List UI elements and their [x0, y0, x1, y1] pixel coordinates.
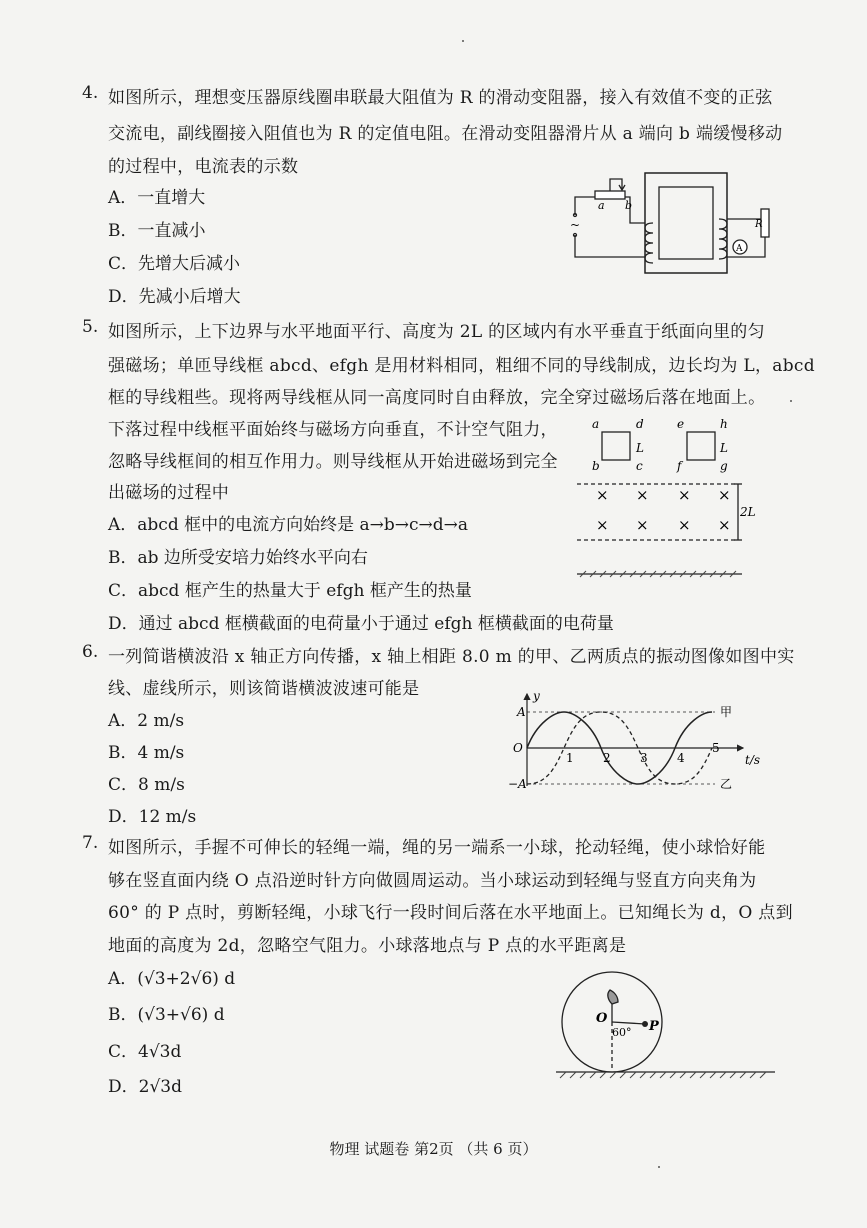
- q4-option-a: A．一直增大: [108, 188, 206, 208]
- field-cross: ×: [636, 486, 649, 504]
- q5-number: 5.: [82, 317, 99, 337]
- transformer-circuit-figure: [565, 165, 785, 285]
- series-label-jia: 甲: [720, 705, 733, 719]
- q7-option-d: D．2√3d: [108, 1077, 182, 1097]
- circular-motion-figure: [550, 962, 780, 1087]
- label-L-2: L: [720, 441, 728, 455]
- ac-source-symbol: ~: [570, 218, 581, 232]
- q4-fig-label-b: b: [625, 199, 633, 212]
- label-c: c: [636, 459, 643, 473]
- ammeter-symbol: A: [736, 244, 743, 254]
- series-label-yi: 乙: [720, 777, 733, 791]
- q7-number: 7.: [82, 833, 99, 853]
- field-cross: ×: [596, 516, 609, 534]
- label-e: e: [677, 417, 685, 431]
- t-tick-5: 5: [712, 741, 720, 755]
- t-axis-label: t/s: [745, 753, 761, 767]
- q4-fig-label-a: a: [598, 199, 605, 212]
- label-h: h: [720, 417, 728, 431]
- scan-speck: [462, 40, 464, 42]
- q5-line-5: 忽略导线框间的相互作用力。则导线框从开始进磁场到完全: [108, 452, 558, 472]
- q5-option-d: D．通过 abcd 框横截面的电荷量小于通过 efgh 框横截面的电荷量: [108, 614, 614, 634]
- y-axis-label: y: [533, 689, 540, 703]
- q4-option-c: C．先增大后减小: [108, 254, 241, 274]
- field-cross: ×: [718, 486, 731, 504]
- y-label-negA: −A: [508, 777, 527, 791]
- q5-line-3: 框的导线粗些。现将两导线框从同一高度同时自由释放，完全穿过磁场后落在地面上。: [108, 388, 766, 408]
- q6-option-a: A．2 m/s: [108, 711, 185, 731]
- q5-option-c: C．abcd 框产生的热量大于 efgh 框产生的热量: [108, 581, 472, 601]
- q7-option-b: B．(√3+√6) d: [108, 1005, 225, 1025]
- label-g: g: [720, 459, 728, 473]
- scan-speck: [790, 400, 792, 402]
- q4-line-3: 的过程中，电流表的示数: [108, 157, 299, 177]
- field-cross: ×: [678, 486, 691, 504]
- label-b: b: [592, 459, 600, 473]
- field-cross: ×: [718, 516, 731, 534]
- q6-option-b: B．4 m/s: [108, 743, 185, 763]
- point-label-P: P: [649, 1019, 659, 1034]
- q5-line-1: 如图所示，上下边界与水平地面平行、高度为 2L 的区域内有水平垂直于纸面向里的匀: [108, 322, 765, 342]
- q5-option-a: A．abcd 框中的电流方向始终是 a→b→c→d→a: [108, 515, 469, 535]
- q5-line-6: 出磁场的过程中: [108, 483, 230, 503]
- q4-option-d: D．先减小后增大: [108, 287, 241, 307]
- q6-option-d: D．12 m/s: [108, 807, 197, 827]
- field-cross: ×: [636, 516, 649, 534]
- t-tick-1: 1: [566, 751, 574, 765]
- magnetic-field-figure: [572, 412, 772, 582]
- label-d: d: [636, 417, 644, 431]
- q6-option-c: C．8 m/s: [108, 775, 185, 795]
- q4-option-b: B．一直减小: [108, 221, 206, 241]
- t-tick-3: 3: [640, 751, 648, 765]
- q4-line-1: 如图所示，理想变压器原线圈串联最大阻值为 R 的滑动变阻器，接入有效值不变的正弦: [108, 88, 773, 108]
- q6-line-2: 线、虚线所示，则该简谐横波波速可能是: [108, 679, 420, 699]
- page-footer: 物理 试题卷 第2页 （共 6 页）: [329, 1140, 538, 1158]
- q7-option-a: A．(√3+2√6) d: [108, 969, 236, 989]
- angle-label: 60°: [612, 1026, 632, 1039]
- label-2L: 2L: [740, 505, 756, 519]
- q4-line-2: 交流电，副线圈接入阻值也为 R 的定值电阻。在滑动变阻器滑片从 a 端向 b 端缓慢移动: [108, 124, 783, 144]
- q7-line-4: 地面的高度为 2d，忽略空气阻力。小球落地点与 P 点的水平距离是: [108, 936, 627, 956]
- y-label-A: A: [517, 705, 526, 719]
- q4-fig-label-r: R: [755, 219, 763, 230]
- vibration-graph: [505, 688, 775, 798]
- q5-line-4: 下落过程中线框平面始终与磁场方向垂直，不计空气阻力，: [108, 420, 558, 440]
- q7-option-c: C．4√3d: [108, 1042, 182, 1062]
- q7-line-3: 60° 的 P 点时，剪断轻绳，小球飞行一段时间后落在水平地面上。已知绳长为 d，O 点到: [108, 903, 793, 923]
- label-f: f: [677, 459, 682, 473]
- q6-line-1: 一列简谐横波沿 x 轴正方向传播，x 轴上相距 8.0 m 的甲、乙两质点的振动图像如图中实: [108, 647, 795, 667]
- scan-speck: [658, 1166, 660, 1168]
- label-a: a: [592, 417, 600, 431]
- q4-number: 4.: [82, 83, 99, 103]
- q7-line-2: 够在竖直面内绕 O 点沿逆时针方向做圆周运动。当小球运动到轻绳与竖直方向夹角为: [108, 871, 757, 891]
- t-tick-2: 2: [603, 751, 611, 765]
- field-cross: ×: [596, 486, 609, 504]
- origin-label: O: [513, 741, 523, 755]
- q5-option-b: B．ab 边所受安培力始终水平向右: [108, 548, 368, 568]
- t-tick-4: 4: [677, 751, 685, 765]
- center-label-O: O: [596, 1011, 608, 1026]
- q6-number: 6.: [82, 642, 99, 662]
- field-cross: ×: [678, 516, 691, 534]
- q7-line-1: 如图所示，手握不可伸长的轻绳一端，绳的另一端系一小球，抡动轻绳，使小球恰好能: [108, 838, 766, 858]
- q5-line-2: 强磁场；单匝导线框 abcd、efgh 是用材料相同，粗细不同的导线制成，边长均为 L，abcd: [108, 356, 815, 376]
- label-L-1: L: [636, 441, 644, 455]
